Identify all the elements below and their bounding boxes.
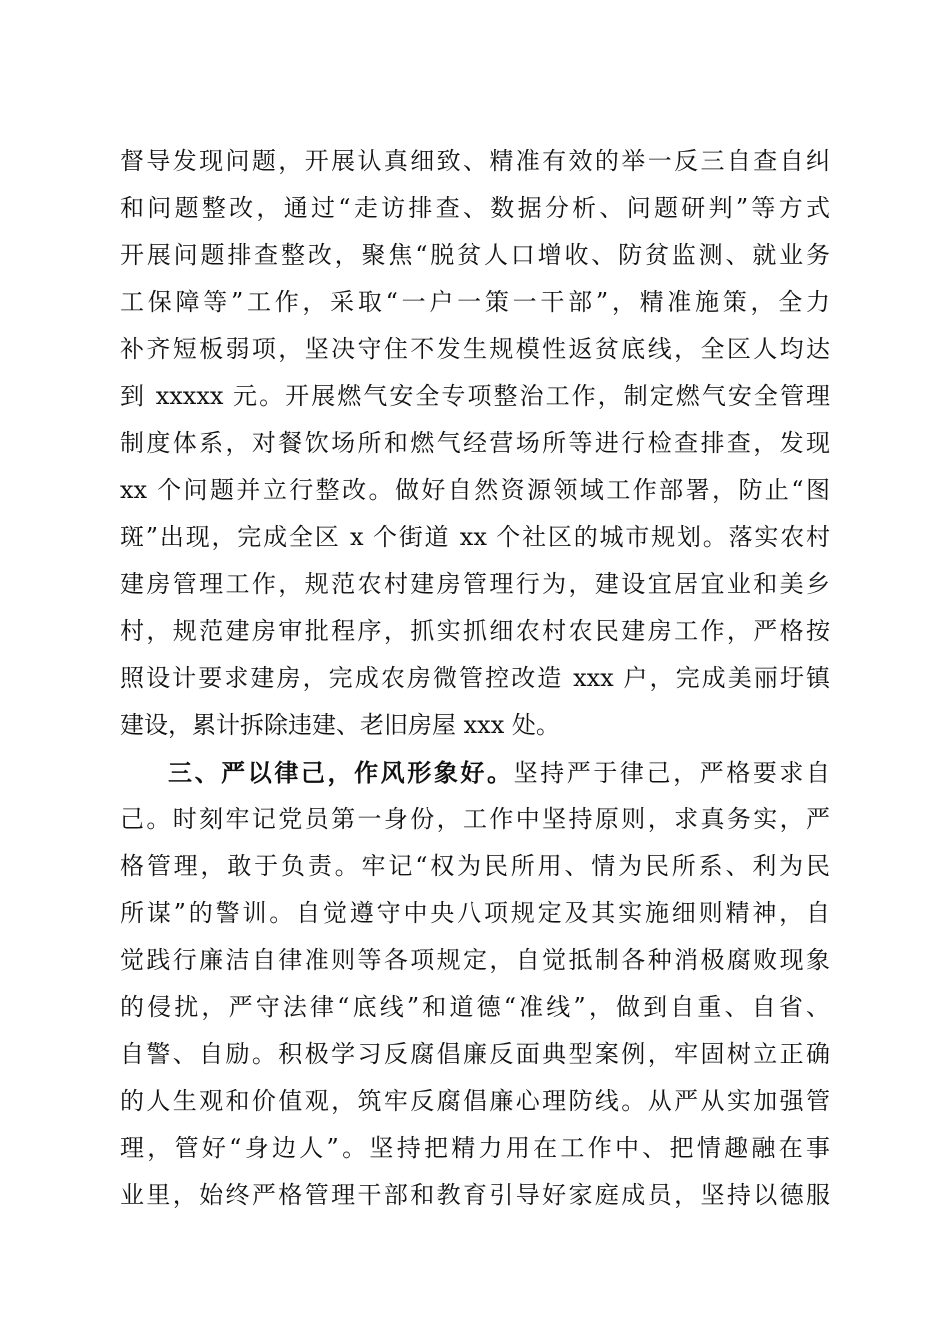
paragraph-1 [120,138,830,749]
text-line: 己。时刻牢记党员第一身份，工作中坚持原则，求真务实，严 [120,805,830,833]
text-line: 建设，累计拆除违建、老旧房屋 xxx 处。 [120,711,560,739]
text-line: 建房管理工作，规范农村建房管理行为，建设宜居宜业和美乡 [120,570,830,598]
text-line: 斑”出现，完成全区 x 个街道 xx 个社区的城市规划。落实农村 [120,523,830,551]
text-line: 开展问题排查整改，聚焦“脱贫人口增收、防贫监测、就业务 [120,241,830,269]
text-line: 和问题整改，通过“走访排查、数据分析、问题研判”等方式 [120,194,830,222]
text-line: 村，规范建房审批程序，抓实抓细农村农民建房工作，严格按 [120,617,830,645]
text-line: 的侵扰，严守法律“底线”和道德“准线”，做到自重、自省、 [120,993,830,1021]
text-line: 的人生观和价值观，筑牢反腐倡廉心理防线。从严从实加强管 [120,1087,830,1115]
text-line: 格管理，敢于负责。牢记“权为民所用、情为民所系、利为民 [120,852,830,880]
document-body [120,138,830,1219]
text-line: 督导发现问题，开展认真细致、精准有效的举一反三自查自纠 [120,147,830,175]
section-heading: 三、严以律己，作风形象好。 [168,758,514,787]
text-line: 业里，始终严格管理干部和教育引导好家庭成员，坚持以德服 [120,1181,830,1209]
text-line: 照设计要求建房，完成农房微管控改造 xxx 户，完成美丽圩镇 [120,664,830,692]
text-line: 制度体系，对餐饮场所和燃气经营场所等进行检查排查，发现 [120,429,830,457]
heading-line-rest: 坚持严于律己，严格要求自 [513,759,831,787]
text-line: 理，管好“身边人”。坚持把精力用在工作中、把情趣融在事 [120,1134,830,1162]
text-line: 觉践行廉洁自律准则等各项规定，自觉抵制各种消极腐败现象 [120,946,830,974]
text-line: 自警、自励。积极学习反腐倡廉反面典型案例，牢固树立正确 [120,1040,830,1068]
text-line: 补齐短板弱项，坚决守住不发生规模性返贫底线，全区人均达 [120,335,830,363]
text-line: 工保障等”工作，采取“一户一策一干部”，精准施策，全力 [120,288,830,316]
text-line: xx 个问题并立行整改。做好自然资源领域工作部署，防止“图 [120,476,830,504]
text-line: 所谋”的警训。自觉遵守中央八项规定及其实施细则精神，自 [120,899,830,927]
text-line: 到 xxxxx 元。开展燃气安全专项整治工作，制定燃气安全管理 [120,382,830,410]
paragraph-2 [120,749,830,1219]
text-line-first [120,749,830,796]
